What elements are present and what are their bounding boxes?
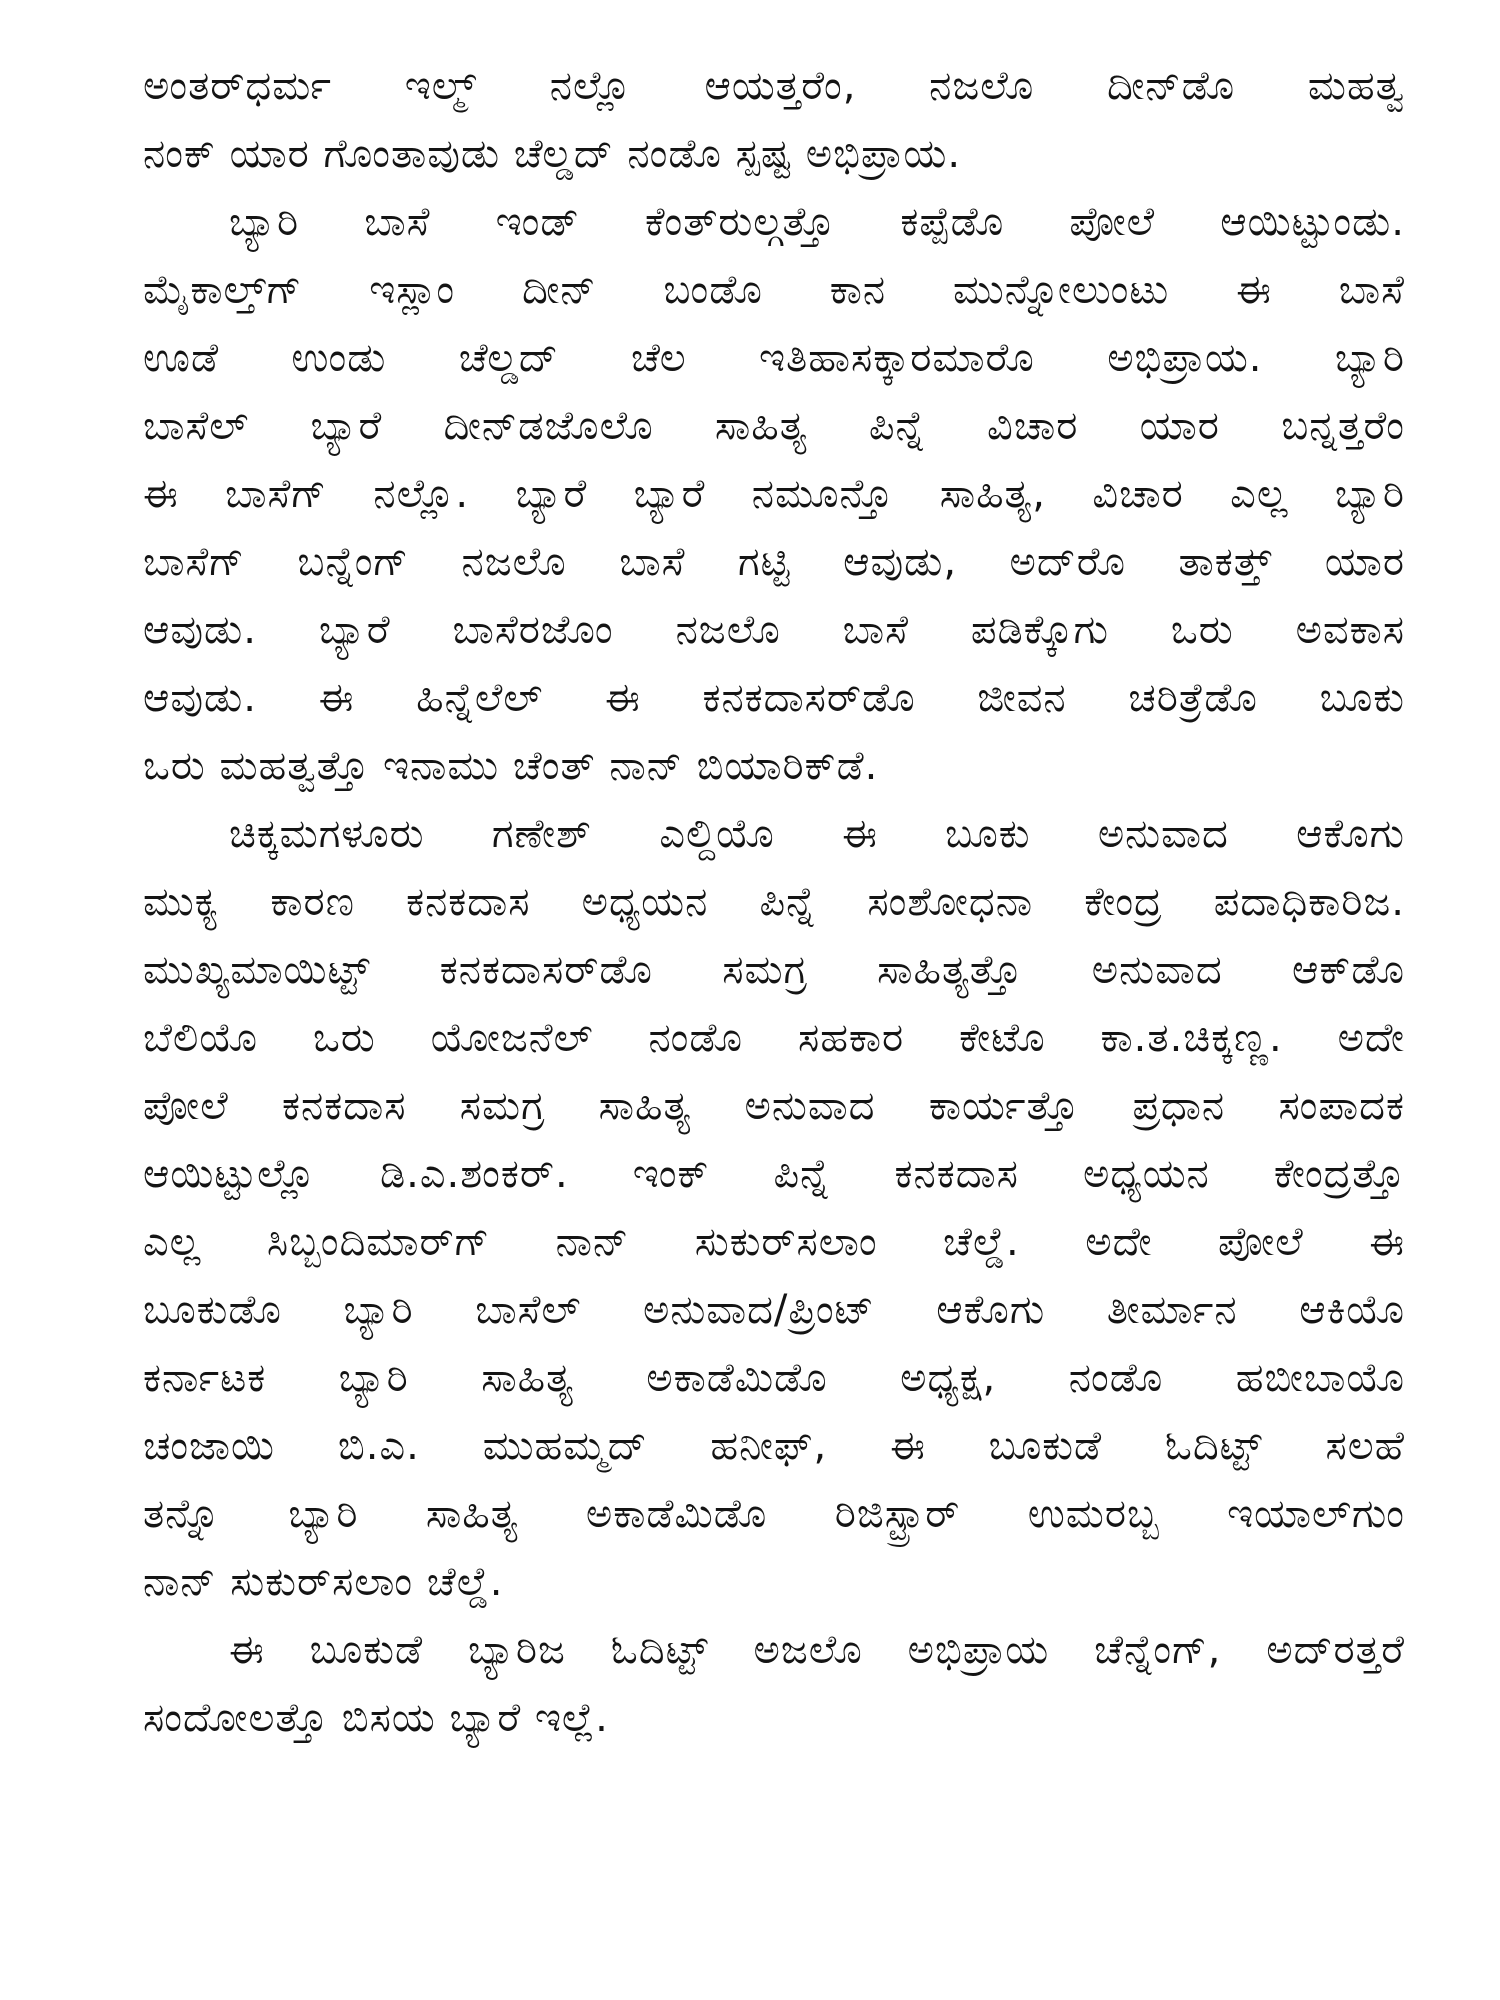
text-line: ಮುಖ್ಯಮಾಯಿಟ್ಟ್ ಕನಕದಾಸರ್‌ಡೊ ಸಮಗ್ರ ಸಾಹಿತ್ಯತ್ತೊ ಅನುವಾದ ಆಕ್‌ಡೊ <box>143 947 1405 993</box>
paragraph-4 <box>143 1616 1405 1752</box>
text-line: ಬಾಸೆಗ್ ಬನ್ನೆಂಗ್ ನಜಲೊ ಬಾಸೆ ಗಟ್ಟಿ ಆವುಡು, ಅದ್‌ರೊ ತಾಕತ್ತ್ ಯಾರ <box>143 539 1405 585</box>
text-line: ತನ್ನೊ ಬ್ಯಾರಿ ಸಾಹಿತ್ಯ ಅಕಾಡೆಮಿಡೊ ರಿಜಿಸ್ಟ್ರಾರ್ ಉಮರಬ್ಬ ಇಯಾಲ್‌ಗುಂ <box>143 1491 1405 1537</box>
paragraph-1 <box>143 52 1405 188</box>
text-line: ಆಯಿಟ್ಟುಲ್ಲೊ ಡಿ.ಎ.ಶಂಕರ್. ಇಂಕ್ ಪಿನ್ನೆ ಕನಕದಾಸ ಅಧ್ಯಯನ ಕೇಂದ್ರತ್ತೊ <box>143 1151 1405 1197</box>
text-line: ಅಂತರ್‌ಧರ್ಮ ಇಲ್ಮ್ ನಲ್ಲೊ ಆಯತ್ತರೆಂ, ನಜಲೊ ದೀನ್‌ಡೊ ಮಹತ್ವ <box>143 63 1405 109</box>
paragraph-3 <box>143 800 1405 1616</box>
text-line: ಬೂಕುಡೊ ಬ್ಯಾರಿ ಬಾಸೆಲ್ ಅನುವಾದ/ಪ್ರಿಂಟ್ ಆಕೊಗು ತೀರ್ಮಾನ ಆಕಿಯೊ <box>143 1287 1405 1333</box>
text-line: ಆವುಡು. ಬ್ಯಾರೆ ಬಾಸೆರಜೊಂ ನಜಲೊ ಬಾಸೆ ಪಡಿಕ್ಕೊಗು ಒರು ಅವಕಾಸ <box>143 607 1405 653</box>
text-line: ಚಂಜಾಯಿ ಬಿ.ಎ. ಮುಹಮ್ಮದ್ ಹನೀಫ್, ಈ ಬೂಕುಡೆ ಓದಿಟ್ಟ್ ಸಲಹೆ <box>143 1423 1405 1469</box>
text-line: ನಂಕ್ ಯಾರ ಗೊಂತಾವುಡು ಚೆಲ್ಡದ್ ನಂಡೊ ಸ್ಪಷ್ಟ ಅಭಿಪ್ರಾಯ. <box>143 131 962 177</box>
text-line: ಸಂದೋಲತ್ತೊ ಬಿಸಯ ಬ್ಯಾರೆ ಇಲ್ಲೆ. <box>143 1695 609 1741</box>
text-line: ಚಿಕ್ಕಮಗಳೂರು ಗಣೇಶ್ ಎಲ್ದಿಯೊ ಈ ಬೂಕು ಅನುವಾದ ಆಕೊಗು <box>229 811 1405 857</box>
text-line: ನಾನ್ ಸುಕುರ್‌ಸಲಾಂ ಚೆಲ್ಡೆ. <box>143 1559 504 1605</box>
text-line: ಮೈಕಾಲ್ತ್‌ಗ್ ಇಸ್ಲಾಂ ದೀನ್ ಬಂಡೊ ಕಾನ ಮುನ್ನೋಲುಂಟು ಈ ಬಾಸೆ <box>143 267 1405 313</box>
paragraph-2 <box>143 188 1405 800</box>
text-line: ಬ್ಯಾರಿ ಬಾಸೆ ಇಂಡ್ ಕೆಂತ್‌ರುಲ್ಗತ್ತೊ ಕಪ್ಪೆಡೊ ಪೋಲೆ ಆಯಿಟ್ಟುಂಡು. <box>229 199 1405 245</box>
body-text <box>143 52 1405 1752</box>
text-line: ಎಲ್ಲ ಸಿಬ್ಬಂದಿಮಾರ್‌ಗ್ ನಾನ್ ಸುಕುರ್‌ಸಲಾಂ ಚೆಲ್ಡೆ. ಅದೇ ಪೋಲೆ ಈ <box>143 1219 1405 1265</box>
text-line: ಬೆಲಿಯೊ ಒರು ಯೋಜನೆಲ್ ನಂಡೊ ಸಹಕಾರ ಕೇಟೊ ಕಾ.ತ.ಚಿಕ್ಕಣ್ಣ. ಅದೇ <box>143 1015 1405 1061</box>
text-line: ಪೋಲೆ ಕನಕದಾಸ ಸಮಗ್ರ ಸಾಹಿತ್ಯ ಅನುವಾದ ಕಾರ್ಯತ್ತೊ ಪ್ರಧಾನ ಸಂಪಾದಕ <box>143 1083 1405 1129</box>
text-line: ಊಡೆ ಉಂಡು ಚೆಲ್ಡದ್ ಚೆಲ ಇತಿಹಾಸಕ್ಕಾರಮಾರೊ ಅಭಿಪ್ರಾಯ. ಬ್ಯಾರಿ <box>143 335 1405 381</box>
text-line: ಒರು ಮಹತ್ವತ್ತೊ ಇನಾಮು ಚೆಂತ್ ನಾನ್ ಬಿಯಾರಿಕ್‌ಡೆ. <box>143 743 879 789</box>
text-line: ಈ ಬಾಸೆಗ್ ನಲ್ಲೊ. ಬ್ಯಾರೆ ಬ್ಯಾರೆ ನಮೂನ್ತೊ ಸಾಹಿತ್ಯ, ವಿಚಾರ ಎಲ್ಲ ಬ್ಯಾರಿ <box>143 471 1405 517</box>
text-line: ಬಾಸೆಲ್ ಬ್ಯಾರೆ ದೀನ್‌ಡಜೊಲೊ ಸಾಹಿತ್ಯ ಪಿನ್ನೆ ವಿಚಾರ ಯಾರ ಬನ್ನತ್ತರೆಂ <box>143 403 1405 449</box>
text-line: ಈ ಬೂಕುಡೆ ಬ್ಯಾರಿಜ ಓದಿಟ್ಟ್ ಅಜಲೊ ಅಭಿಪ್ರಾಯ ಚೆನ್ನೆಂಗ್, ಅದ್‌ರತ್ತರೆ <box>229 1627 1405 1673</box>
text-line: ಮುಕ್ಯ ಕಾರಣ ಕನಕದಾಸ ಅಧ್ಯಯನ ಪಿನ್ನೆ ಸಂಶೋಧನಾ ಕೇಂದ್ರ ಪದಾಧಿಕಾರಿಜ. <box>143 879 1405 925</box>
text-line: ಆವುಡು. ಈ ಹಿನ್ನೆಲೆಲ್ ಈ ಕನಕದಾಸರ್‌ಡೊ ಜೀವನ ಚರಿತ್ರೆಡೊ ಬೂಕು <box>143 675 1405 721</box>
text-line: ಕರ್ನಾಟಕ ಬ್ಯಾರಿ ಸಾಹಿತ್ಯ ಅಕಾಡೆಮಿಡೊ ಅಧ್ಯಕ್ಷ, ನಂಡೊ ಹಬೀಬಾಯೊ <box>143 1355 1405 1401</box>
